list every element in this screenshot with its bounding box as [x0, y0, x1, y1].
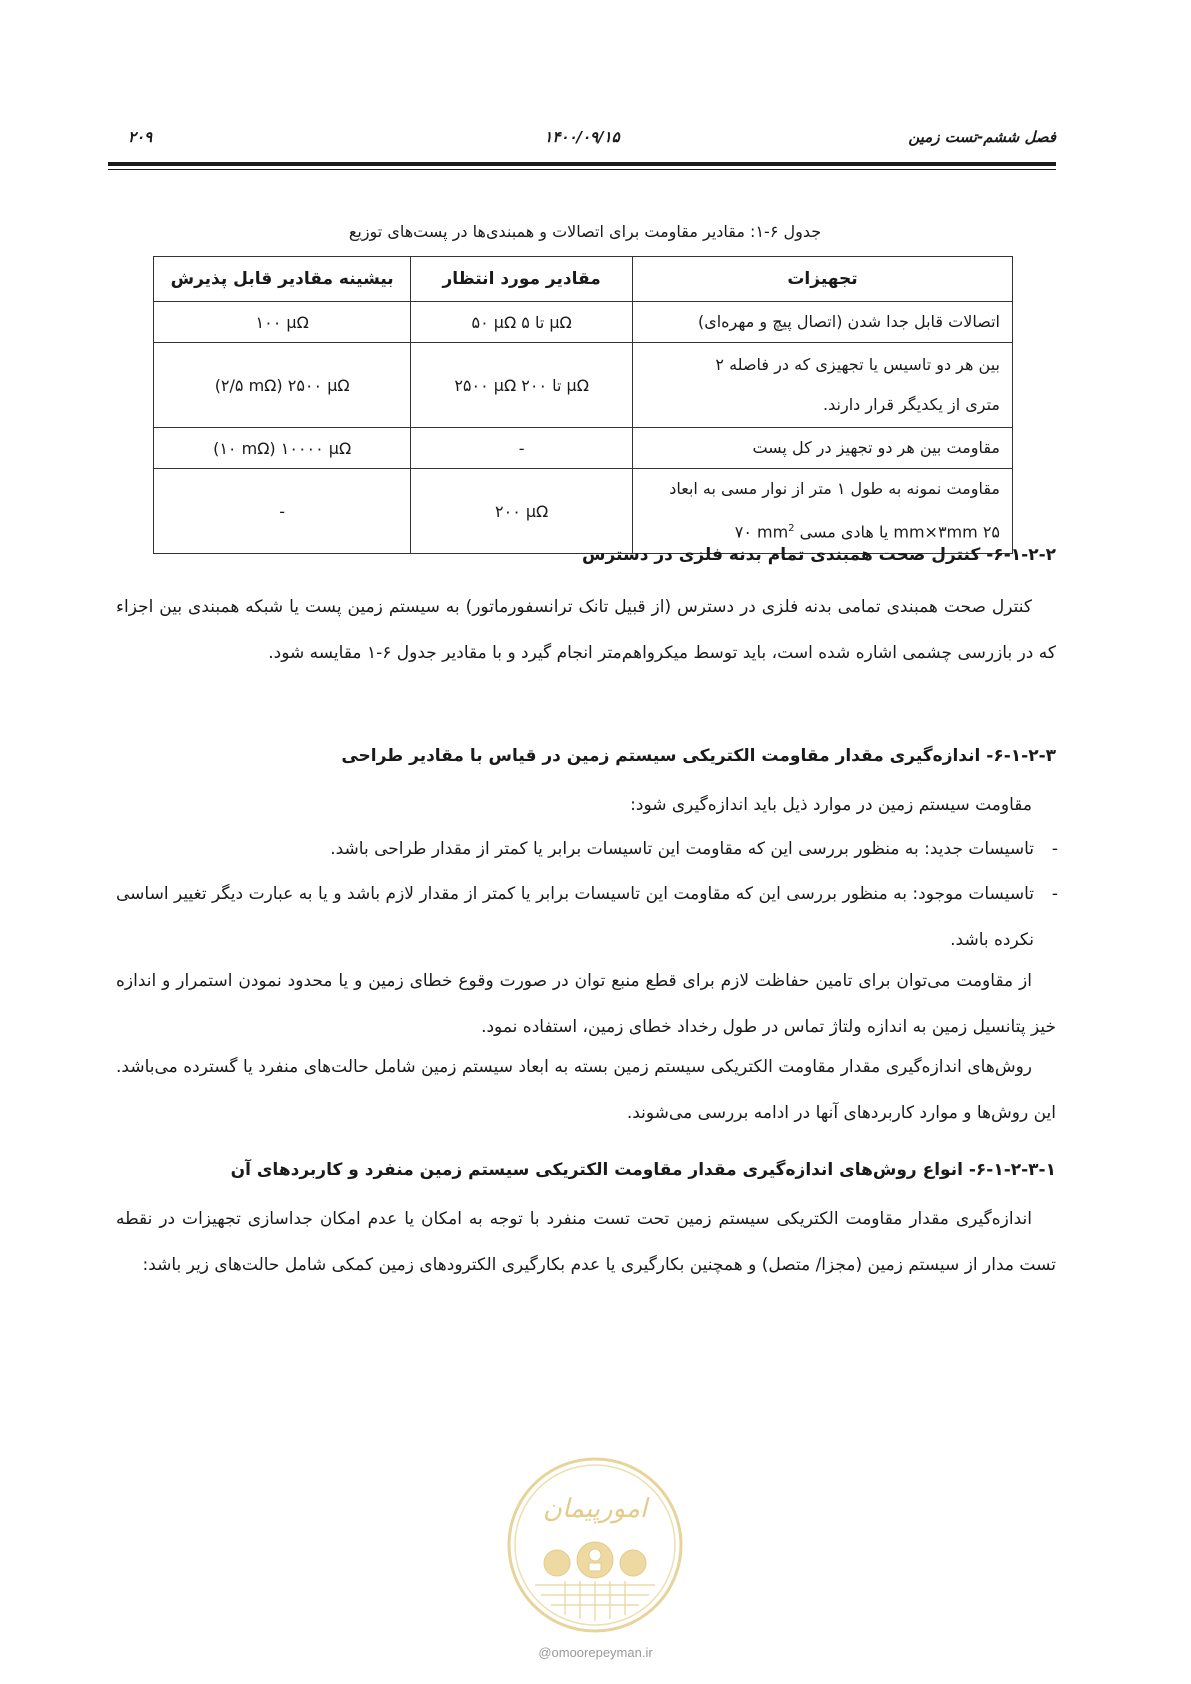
cell-equipment: مقاومت بین هر دو تجهیز در کل پست [632, 428, 1012, 469]
cell-expected: ۲۰۰ μΩ [411, 469, 633, 554]
bullet-dash: - [1051, 839, 1058, 859]
cell-max: (۱۰ mΩ) ۱۰۰۰۰ μΩ [154, 428, 411, 469]
list-item: - تاسیسات جدید: به منظور بررسی این که مقاومت این تاسیسات برابر یا کمتر از مقدار طراحی باشد. [116, 826, 1034, 872]
cell-equipment: اتصالات قابل جدا شدن (اتصال پیچ و مهره‌ای) [632, 302, 1012, 343]
header-max: بیشینه مقادیر قابل پذیرش [154, 257, 411, 302]
cell-equipment: مقاومت نمونه به طول ۱ متر از نوار مسی به ابعاد ۲۵ mm×۳mm یا هادی مسی ۷۰ $mm^2$ [632, 469, 1012, 554]
header-rule [108, 162, 1056, 166]
paragraph: کنترل صحت همبندی تمامی بدنه فلزی در دسترس (از قبیل تانک ترانسفورماتور) به سیستم زمین پست یا شبکه همبندی بین اجزاء که در بازرسی چشمی اشاره شده است، باید توسط میکرواهم‌متر انجام گیرد و با مقادیر جدول ۶-۱ مقایسه شود. [116, 597, 1056, 663]
header-expected: مقادیر مورد انتظار [411, 257, 633, 302]
table-row [154, 302, 1013, 343]
table-row [154, 428, 1013, 469]
paragraph: اندازه‌گیری مقدار مقاومت الکتریکی سیستم زمین تحت تست منفرد با توجه به امکان یا عدم امکان جداسازی تجهیزات در نقطه تست مدار از سیستم زمین (مجزا/ متصل) و همچنین بکارگیری یا عدم بکارگیری الکترودهای زمین کمکی شامل حالت‌های زیر باشد: [116, 1209, 1056, 1275]
section-heading: ۶-۱-۲-۲- کنترل صحت همبندی تمام بدنه فلزی در دسترس [582, 545, 1056, 565]
cell-equipment: بین هر دو تاسیس یا تجهیزی که در فاصله ۲ متری از یکدیگر قرار دارند. [632, 343, 1012, 428]
resistance-table [153, 256, 1013, 554]
watermark-logo [505, 1455, 685, 1635]
list-item: - تاسیسات موجود: به منظور بررسی این که مقاومت این تاسیسات برابر یا کمتر از مقدار لازم باشد و یا به عبارت دیگر تغییر اساسی نکرده باشد. [116, 871, 1034, 963]
cell-max: ۱۰۰ μΩ [154, 302, 411, 343]
table-header-row [154, 257, 1013, 302]
page-number: ۲۰۹ [128, 128, 153, 146]
table-caption: جدول ۶-۱: مقادیر مقاومت برای اتصالات و همبندی‌ها در پست‌های توزیع [348, 222, 822, 241]
cell-expected: - [411, 428, 633, 469]
table-row [154, 469, 1013, 554]
page-header [108, 128, 1056, 154]
header-date: ۱۴۰۰/۰۹/۱۵ [544, 128, 620, 146]
header-rule-thin [108, 169, 1056, 170]
logo-text: امورپیمان [542, 1494, 648, 1524]
section-heading: ۶-۱-۲-۳-۱- انواع روش‌های اندازه‌گیری مقدار مقاومت الکتریکی سیستم زمین منفرد و کاربردهای آن [230, 1160, 1056, 1180]
paragraph: از مقاومت می‌توان برای تامین حفاظت لازم برای قطع منبع توان در صورت وقوع خطای زمین و یا محدود نمودن استمرار و اندازه خیز پتانسیل زمین به اندازه ولتاژ تماس در طول رخداد خطای زمین، استفاده نمود. [116, 971, 1056, 1037]
section-heading: ۶-۱-۲-۳- اندازه‌گیری مقدار مقاومت الکتریکی سیستم زمین در قیاس با مقادیر طراحی [341, 746, 1056, 766]
paragraph: مقاومت سیستم زمین در موارد ذیل باید اندازه‌گیری شود: [630, 795, 1032, 815]
table-row [154, 343, 1013, 428]
cell-max: - [154, 469, 411, 554]
cell-expected: ۵۰ μΩ تا ۵ μΩ [411, 302, 633, 343]
cell-max: (۲/۵ mΩ) ۲۵۰۰ μΩ [154, 343, 411, 428]
watermark-site: @omoorepeyman.ir [538, 1645, 653, 1660]
cell-expected: ۲۵۰۰ μΩ تا ۲۰۰ μΩ [411, 343, 633, 428]
bullet-dash: - [1051, 884, 1058, 904]
chapter-title: فصل ششم-تست زمین [908, 128, 1056, 146]
header-equipment: تجهیزات [632, 257, 1012, 302]
paragraph: روش‌های اندازه‌گیری مقدار مقاومت الکتریکی سیستم زمین بسته به ابعاد سیستم زمین شامل حالت‌های منفرد یا گسترده می‌باشد. این روش‌ها و موارد کاربردهای آنها در ادامه بررسی می‌شوند. [116, 1057, 1056, 1123]
